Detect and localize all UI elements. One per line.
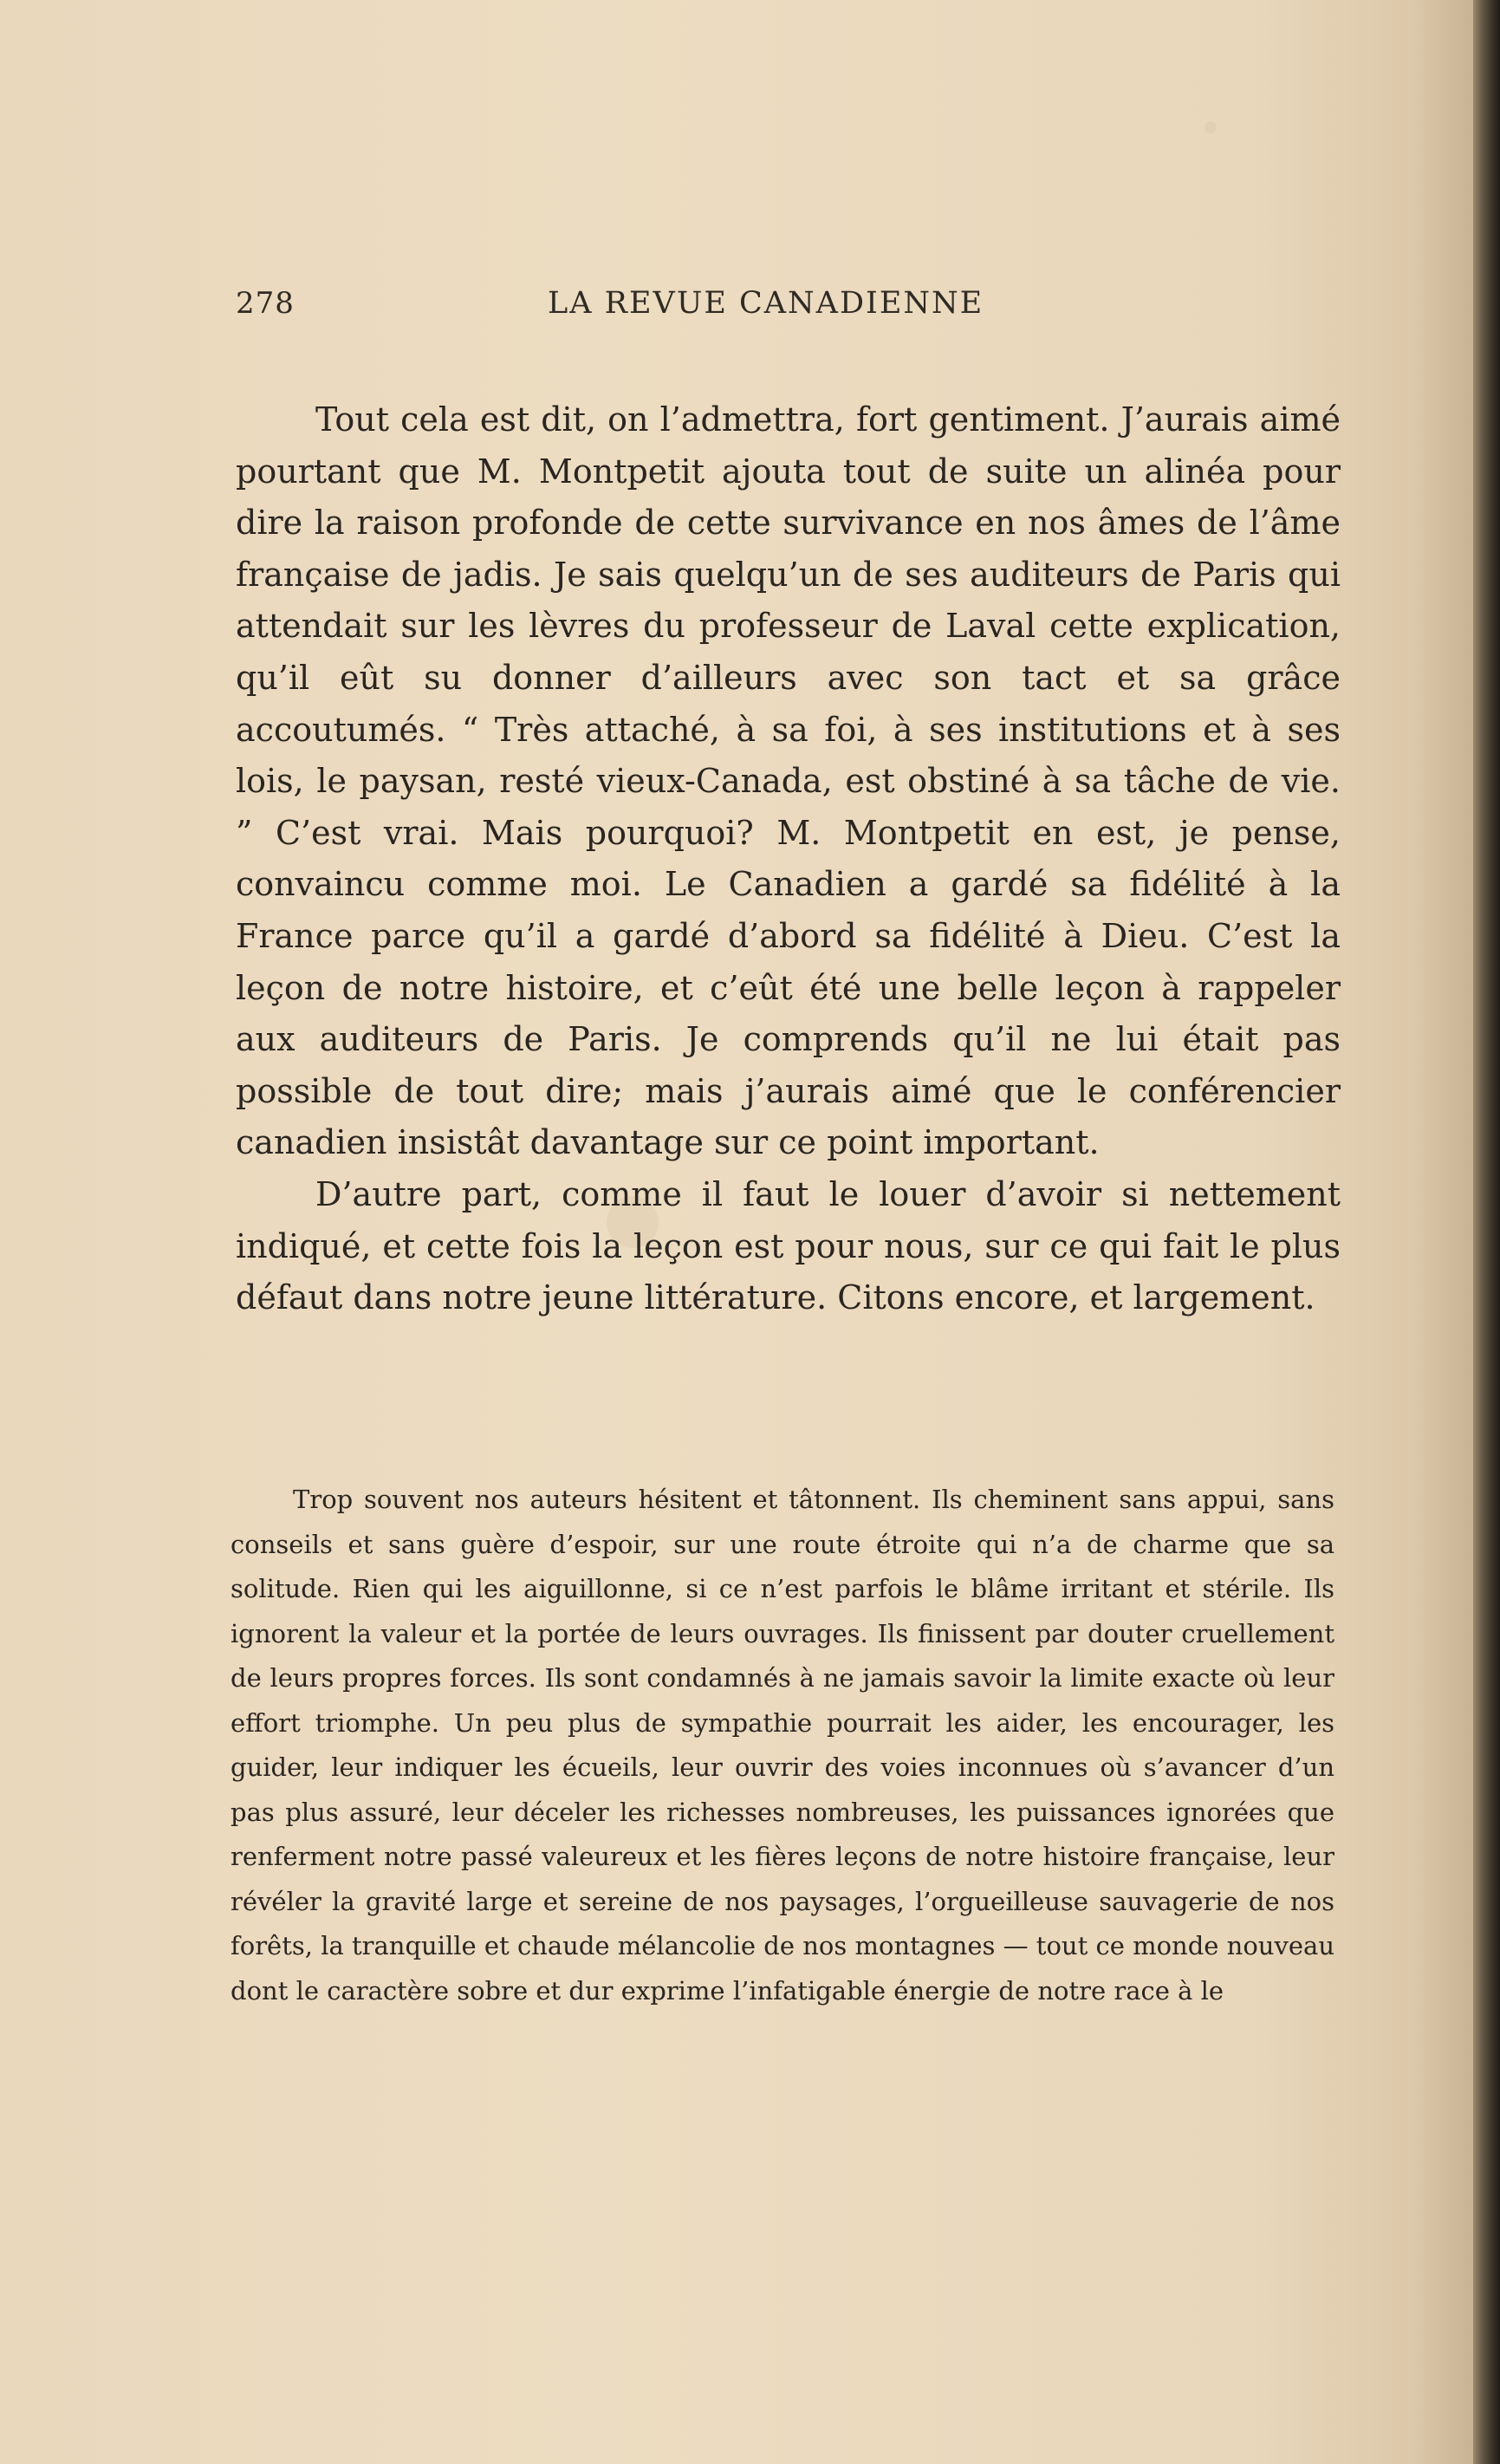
page-number: 278 [236, 286, 295, 321]
block-quote: Trop souvent nos auteurs hésitent et tâtonnent. Ils cheminent sans appui, sans conseils et sans guère d’espoir, sur une route étroite qui n’a de charme que sa solitude. Rien qui les aiguillonne, si ce n’est parfois le blâme irritant et stérile. Ils ignorent la valeur et la portée de leurs ouvrages. Ils finissent par douter cruellement de leurs propres forces. Ils sont condamnés à ne jamais savoir la limite exacte où leur effort triomphe. Un peu plus de sympathie pourrait les aider, les encourager, les guider, leur indiquer les écueils, leur ouvrir des voies inconnues où s’avancer d’un pas plus assuré, leur déceler les richesses nombreuses, les puissances ignorées que renferment notre passé valeureux et les fières leçons de notre histoire française, leur révéler la gravité large et sereine de nos paysages, l’orgueilleuse sauvagerie de nos forêts, la tranquille et chaude mélancolie de nos montagnes — tout ce monde nouveau dont le caractère sobre et dur exprime l’infatigable énergie de notre race à le [231, 1485, 1334, 2006]
paper-stain [1205, 121, 1217, 133]
page-header [236, 286, 1336, 329]
body-text [236, 394, 1341, 1324]
body-paragraph: D’autre part, comme il faut le louer d’avoir si nettement indiqué, et cette fois la leçon est pour nous, sur ce qui fait le plus défaut dans notre jeune littérature. Citons encore, et largement. [236, 1174, 1341, 1317]
running-title: LA REVUE CANADIENNE [548, 286, 984, 321]
page-edge-shadow [1473, 0, 1500, 2464]
body-paragraph: Tout cela est dit, on l’admettra, fort gentiment. J’aurais aimé pourtant que M. Montpetit ajouta tout de suite un alinéa pour dire la raison profonde de cette survivance en nos âmes de l’âme française de jadis. Je sais quelqu’un de ses auditeurs de Paris qui attendait sur les lèvres du professeur de Laval cette explication, qu’il eût su donner d’ailleurs avec son tact et sa grâce accoutumés. “ Très attaché, à sa foi, à ses institutions et à ses lois, le paysan, resté vieux-Canada, est obstiné à sa tâche de vie. ” C’est vrai. Mais pourquoi? M. Montpetit en est, je pense, convaincu comme moi. Le Canadien a gardé sa fidélité à la France parce qu’il a gardé d’abord sa fidélité à Dieu. C’est la leçon de notre histoire, et c’eût été une belle leçon à rappeler aux auditeurs de Paris. Je comprends qu’il ne lui était pas possible de tout dire; mais j’aurais aimé que le conférencier canadien insistât davantage sur ce point important. [236, 400, 1341, 1162]
